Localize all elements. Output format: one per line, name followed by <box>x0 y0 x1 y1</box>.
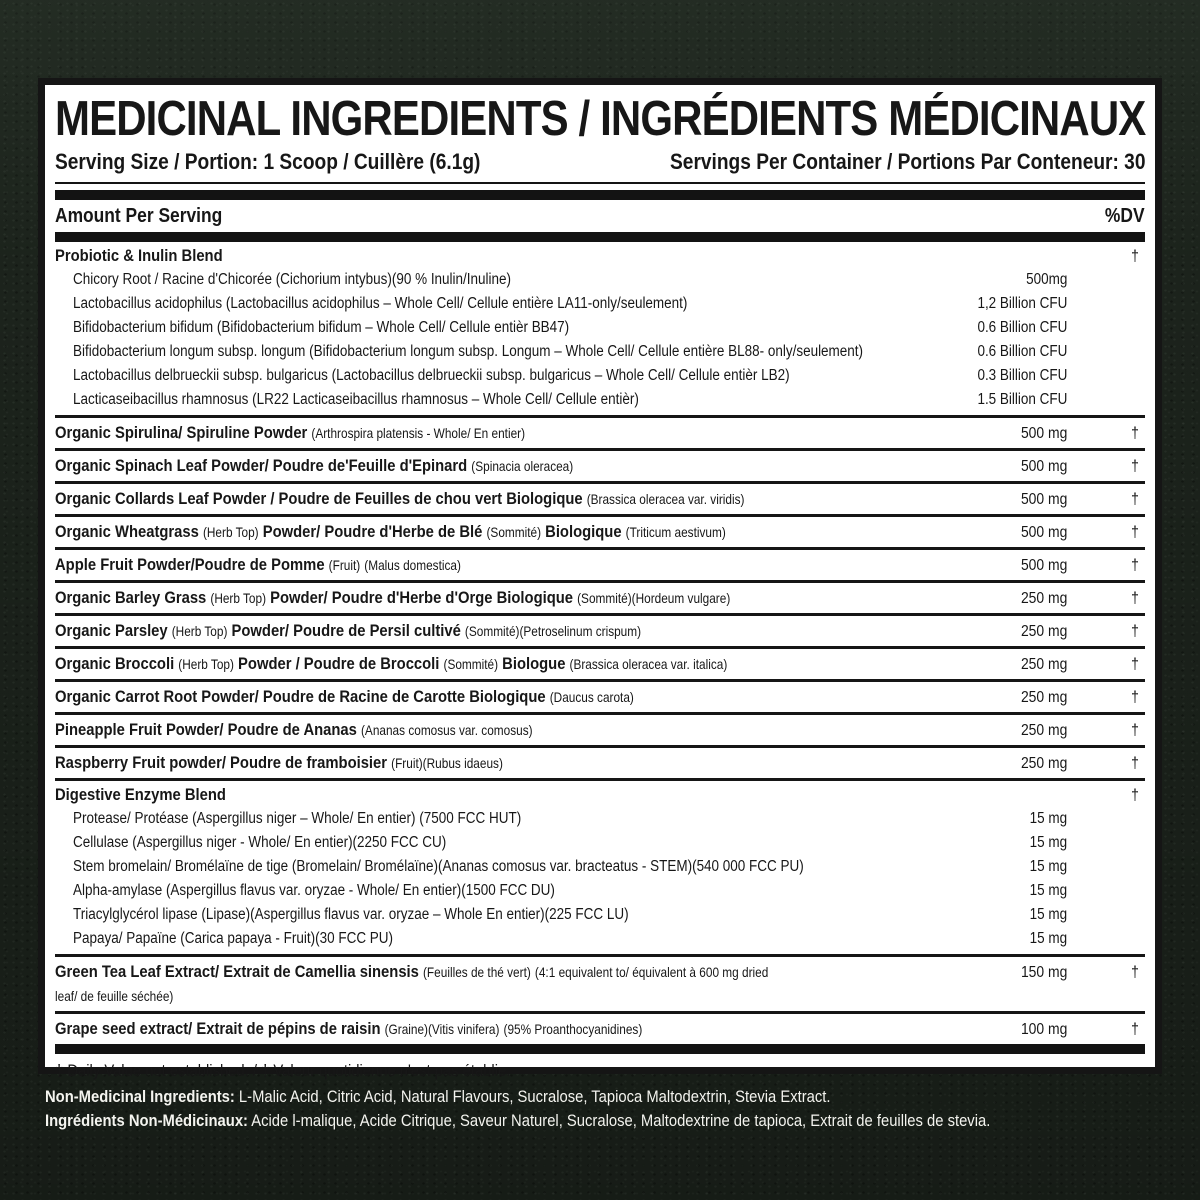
scientific-name: (Vitis vinifera) <box>427 1022 500 1037</box>
thick-divider-bottom <box>55 1044 1145 1054</box>
ingredient-name: Raspberry Fruit powder/ Poudre de framboisier (Fruit)(Rubus idaeus) <box>55 753 503 772</box>
scientific-name: (Spinacia oleracea) <box>471 459 574 474</box>
ingredient-name: Organic Carrot Root Powder/ Poudre de Racine de Carotte Biologique (Daucus carota) <box>55 687 634 706</box>
amount-value: 15 mg <box>1029 858 1067 875</box>
amount-value: 15 mg <box>1029 882 1067 899</box>
amount-value: 500 mg <box>1020 524 1067 541</box>
amount-value: 15 mg <box>1029 834 1067 851</box>
amount-value: 150 mg <box>1020 964 1067 981</box>
dv-header: %DV <box>1105 205 1145 227</box>
scientific-name: (95% Proanthocyanidines) <box>503 1022 643 1037</box>
ingredient-row <box>55 682 1145 715</box>
dv-dagger: † <box>1131 458 1139 475</box>
dv-dagger: † <box>1131 590 1139 607</box>
ingredient-line <box>55 421 1145 445</box>
ingredient-name: Bifidobacterium bifidum (Bifidobacterium bifidum – Whole Cell/ Cellule entièr BB47) <box>73 319 570 336</box>
amount-value: 250 mg <box>1020 755 1067 772</box>
ingredient-name: Alpha-amylase (Aspergillus flavus var. oryzae - Whole/ En entier)(1500 FCC DU) <box>73 882 555 899</box>
ingredient-row <box>55 649 1145 682</box>
non-medicinal-ingredients <box>45 1086 1165 1134</box>
scientific-name: (Herb Top) <box>171 624 228 639</box>
ingredient-name: Digestive Enzyme Blend <box>55 785 226 804</box>
ingredient-name: Triacylglycérol lipase (Lipase)(Aspergillus flavus var. oryzae – Whole En entier)(225 FCC LU) <box>73 906 629 923</box>
dv-dagger: † <box>1131 425 1139 442</box>
ingredient-row <box>55 418 1145 451</box>
non-medicinal-en-label: Non-Medicinal Ingredients: <box>45 1087 235 1106</box>
ingredient-line <box>55 1017 1145 1041</box>
scientific-name: (Sommité) <box>486 525 542 540</box>
blend-sub-row <box>55 292 1145 316</box>
ingredient-line <box>55 718 1145 742</box>
ingredient-row <box>55 748 1145 781</box>
ingredient-name: Lactobacillus delbrueckii subsp. bulgaricus (Lactobacillus delbrueckii subsp. bulgaricus – Whole Cell/ Cellule entièr LB2) <box>73 367 790 384</box>
dv-footnote-text: † Daily Value not established. / † Valeur quotidienne n'est pas établie. <box>55 1061 511 1080</box>
ingredient-name: Bifidobacterium longum subsp. longum (Bifidobacterium longum subsp. Longum – Whole Cell/ Cellule entière BL88- only/seulement) <box>73 343 864 360</box>
dv-dagger: † <box>1131 964 1139 981</box>
scientific-name: (Graine) <box>384 1022 428 1037</box>
serving-size-text: Serving Size / Portion: 1 Scoop / Cuillère (6.1g) <box>55 149 481 174</box>
blend-sub-row <box>55 879 1145 903</box>
serving-info-row <box>55 149 1145 175</box>
ingredient-row <box>55 517 1145 550</box>
amount-value: 500 mg <box>1020 425 1067 442</box>
ingredient-table <box>55 242 1145 1044</box>
ingredient-row <box>55 1014 1145 1044</box>
ingredient-name: Protease/ Protéase (Aspergillus niger – Whole/ En entier) (7500 FCC HUT) <box>73 810 522 827</box>
amount-value: 15 mg <box>1029 906 1067 923</box>
dv-dagger <box>1067 340 1145 364</box>
scientific-name: (Sommité) <box>443 657 499 672</box>
table-header <box>55 200 1145 232</box>
amount-value: 0.6 Billion CFU <box>977 343 1067 360</box>
blend-sub-row <box>55 316 1145 340</box>
dv-dagger: † <box>1131 656 1139 673</box>
blend-sub-row <box>55 927 1145 951</box>
ingredient-name: Stem bromelain/ Bromélaïne de tige (Bromelain/ Bromélaïne)(Ananas comosus var. bracteatus - STEM)(540 000 FCC PU) <box>73 858 804 875</box>
scientific-name: (Daucus carota) <box>549 690 634 705</box>
dv-dagger: † <box>1131 689 1139 706</box>
blend-sub-row <box>55 268 1145 292</box>
dv-dagger <box>1067 292 1145 316</box>
ingredient-name: Green Tea Leaf Extract/ Extrait de Camellia sinensis (Feuilles de thé vert) (4:1 equivalent to/ équivalent à 600 mg dried leaf/ de feuille séchée) <box>55 962 769 1004</box>
scientific-name: (Feuilles de thé vert) <box>422 965 531 980</box>
ingredient-row <box>55 715 1145 748</box>
blend-sub-row <box>55 388 1145 412</box>
dv-dagger <box>1067 807 1145 831</box>
ingredient-name: Organic Spirulina/ Spiruline Powder (Arthrospira platensis - Whole/ En entier) <box>55 423 526 442</box>
thick-divider-top <box>55 190 1145 200</box>
non-medicinal-fr-label: Ingrédients Non-Médicinaux: <box>45 1111 248 1130</box>
thick-divider-header <box>55 232 1145 242</box>
amount-value: 250 mg <box>1020 689 1067 706</box>
scientific-name: (Ananas comosus var. comosus) <box>360 723 533 738</box>
blend-title-line <box>55 784 1145 807</box>
scientific-name: (Malus domestica) <box>364 558 461 573</box>
scientific-name: (Triticum aestivum) <box>625 525 726 540</box>
amount-per-serving-header: Amount Per Serving <box>55 205 223 227</box>
ingredient-name: Organic Collards Leaf Powder / Poudre de Feuilles de chou vert Biologique (Brassica oleracea var. viridis) <box>55 489 745 508</box>
amount-value: 0.3 Billion CFU <box>977 367 1067 384</box>
supplement-facts-panel <box>38 78 1162 1080</box>
ingredient-name: Chicory Root / Racine d'Chicorée (Cichorium intybus)(90 % Inulin/Inuline) <box>73 271 512 288</box>
ingredient-name: Lactobacillus acidophilus (Lactobacillus acidophilus – Whole Cell/ Cellule entière LA11-only/seulement) <box>73 295 688 312</box>
amount-value <box>897 784 1067 806</box>
scientific-name: (Brassica oleracea var. viridis) <box>586 492 745 507</box>
dv-dagger: † <box>1131 557 1139 574</box>
ingredient-name: Grape seed extract/ Extrait de pépins de raisin (Graine)(Vitis vinifera) (95% Proanthocyanidines) <box>55 1019 643 1038</box>
dv-dagger <box>1067 879 1145 903</box>
blend-sub-row <box>55 831 1145 855</box>
thin-divider <box>55 182 1145 184</box>
ingredient-row <box>55 550 1145 583</box>
non-medicinal-fr-text: Acide l-malique, Acide Citrique, Saveur Naturel, Sucralose, Maltodextrine de tapioca, Extrait de feuilles de stevia. <box>247 1111 991 1130</box>
amount-value: 250 mg <box>1020 623 1067 640</box>
amount-value: 1,2 Billion CFU <box>977 295 1067 312</box>
scientific-name: (Sommité) <box>577 591 632 606</box>
dv-dagger <box>1067 903 1145 927</box>
dv-dagger <box>1067 927 1145 951</box>
ingredient-name: Organic Parsley (Herb Top) Powder/ Poudre de Persil cultivé (Sommité)(Petroselinum crispum) <box>55 621 642 640</box>
dv-dagger <box>1067 268 1145 292</box>
blend-sub-row <box>55 855 1145 879</box>
ingredient-line <box>55 685 1145 709</box>
blend-sub-row <box>55 340 1145 364</box>
scientific-name: (Herb Top) <box>210 591 267 606</box>
scientific-name: (Fruit) <box>328 558 361 573</box>
dv-dagger: † <box>1131 491 1139 508</box>
dv-dagger: † <box>1131 623 1139 640</box>
blend-title-line <box>55 245 1145 268</box>
dv-dagger <box>1067 855 1145 879</box>
ingredient-name: Lacticaseibacillus rhamnosus (LR22 Lacticaseibacillus rhamnosus – Whole Cell/ Cellule entièr) <box>73 391 639 408</box>
amount-value: 500 mg <box>1020 557 1067 574</box>
blend-row <box>55 242 1145 418</box>
scientific-name: (Hordeum vulgare) <box>631 591 731 606</box>
servings-per-container-text: Servings Per Container / Portions Par Conteneur: 30 <box>669 149 1145 174</box>
ingredient-line <box>55 553 1145 577</box>
amount-value: 0.6 Billion CFU <box>977 319 1067 336</box>
non-medicinal-en-text: L-Malic Acid, Citric Acid, Natural Flavours, Sucralose, Tapioca Maltodextrin, Stevia Extract. <box>234 1087 831 1106</box>
scientific-name: (Fruit) <box>391 756 423 771</box>
panel-title-text: MEDICINAL INGREDIENTS / INGRÉDIENTS MÉDICINAUX <box>55 92 1146 146</box>
ingredient-name: Cellulase (Aspergillus niger - Whole/ En entier)(2250 FCC CU) <box>73 834 447 851</box>
blend-row <box>55 781 1145 957</box>
ingredient-row <box>55 484 1145 517</box>
amount-value: 15 mg <box>1029 930 1067 947</box>
scientific-name: (Herb Top) <box>202 525 259 540</box>
scientific-name: (Brassica oleracea var. italica) <box>569 657 728 672</box>
non-medicinal-en <box>45 1086 1165 1108</box>
blend-sub-row <box>55 807 1145 831</box>
ingredient-name: Pineapple Fruit Powder/ Poudre de Ananas (Ananas comosus var. comosus) <box>55 720 533 739</box>
amount-value: 1.5 Billion CFU <box>977 391 1067 408</box>
ingredient-line <box>55 586 1145 610</box>
scientific-name: (Rubus idaeus) <box>422 756 503 771</box>
amount-value <box>897 245 1067 267</box>
ingredient-name: Probiotic & Inulin Blend <box>55 246 223 265</box>
ingredient-name: Organic Barley Grass (Herb Top) Powder/ Poudre d'Herbe d'Orge Biologique (Sommité)(Hordeum vulgare) <box>55 588 731 607</box>
scientific-name: (4:1 equivalent to/ équivalent à 600 mg dried leaf/ de feuille séchée) <box>55 965 769 1004</box>
scientific-name: (Herb Top) <box>178 657 234 672</box>
scientific-name: (Petroselinum crispum) <box>519 624 642 639</box>
panel-title <box>55 91 1145 147</box>
dv-dagger <box>1067 388 1145 412</box>
ingredient-line <box>55 652 1145 676</box>
ingredient-row <box>55 957 1145 1014</box>
amount-value: 100 mg <box>1020 1021 1067 1038</box>
amount-value: 500 mg <box>1020 458 1067 475</box>
ingredient-name: Papaya/ Papaïne (Carica papaya - Fruit)(30 FCC PU) <box>73 930 394 947</box>
dv-dagger <box>1067 364 1145 388</box>
amount-value: 250 mg <box>1020 656 1067 673</box>
ingredient-line <box>55 520 1145 544</box>
ingredient-name: Organic Spinach Leaf Powder/ Poudre de'Feuille d'Epinard (Spinacia oleracea) <box>55 456 574 475</box>
dv-dagger: † <box>1131 524 1139 541</box>
ingredient-name: Apple Fruit Powder/Poudre de Pomme (Fruit) (Malus domestica) <box>55 555 461 574</box>
dv-dagger: † <box>1131 248 1139 265</box>
non-medicinal-fr <box>45 1110 1165 1132</box>
ingredient-row <box>55 451 1145 484</box>
blend-sub-row <box>55 903 1145 927</box>
dv-footnote <box>55 1054 1145 1082</box>
dv-dagger: † <box>1131 722 1139 739</box>
amount-value: 500mg <box>1025 271 1067 288</box>
amount-value: 15 mg <box>1029 810 1067 827</box>
ingredient-row <box>55 583 1145 616</box>
scientific-name: (Sommité) <box>464 624 520 639</box>
dv-dagger: † <box>1131 787 1139 804</box>
ingredient-line <box>55 619 1145 643</box>
ingredient-name: Organic Broccoli (Herb Top) Powder / Poudre de Broccoli (Sommité) Biologue (Brassica oleracea var. italica) <box>55 654 728 673</box>
ingredient-name: Organic Wheatgrass (Herb Top) Powder/ Poudre d'Herbe de Blé (Sommité) Biologique (Triticum aestivum) <box>55 522 726 541</box>
ingredient-line <box>55 960 1145 1008</box>
amount-value: 250 mg <box>1020 590 1067 607</box>
ingredient-line <box>55 751 1145 775</box>
ingredient-line <box>55 487 1145 511</box>
dv-dagger <box>1067 831 1145 855</box>
scientific-name: (Arthrospira platensis - Whole/ En entier) <box>311 426 526 441</box>
ingredient-row <box>55 616 1145 649</box>
dv-dagger: † <box>1131 1021 1139 1038</box>
dv-dagger <box>1067 316 1145 340</box>
amount-value: 500 mg <box>1020 491 1067 508</box>
dv-dagger: † <box>1131 755 1139 772</box>
amount-value: 250 mg <box>1020 722 1067 739</box>
ingredient-line <box>55 454 1145 478</box>
blend-sub-row <box>55 364 1145 388</box>
